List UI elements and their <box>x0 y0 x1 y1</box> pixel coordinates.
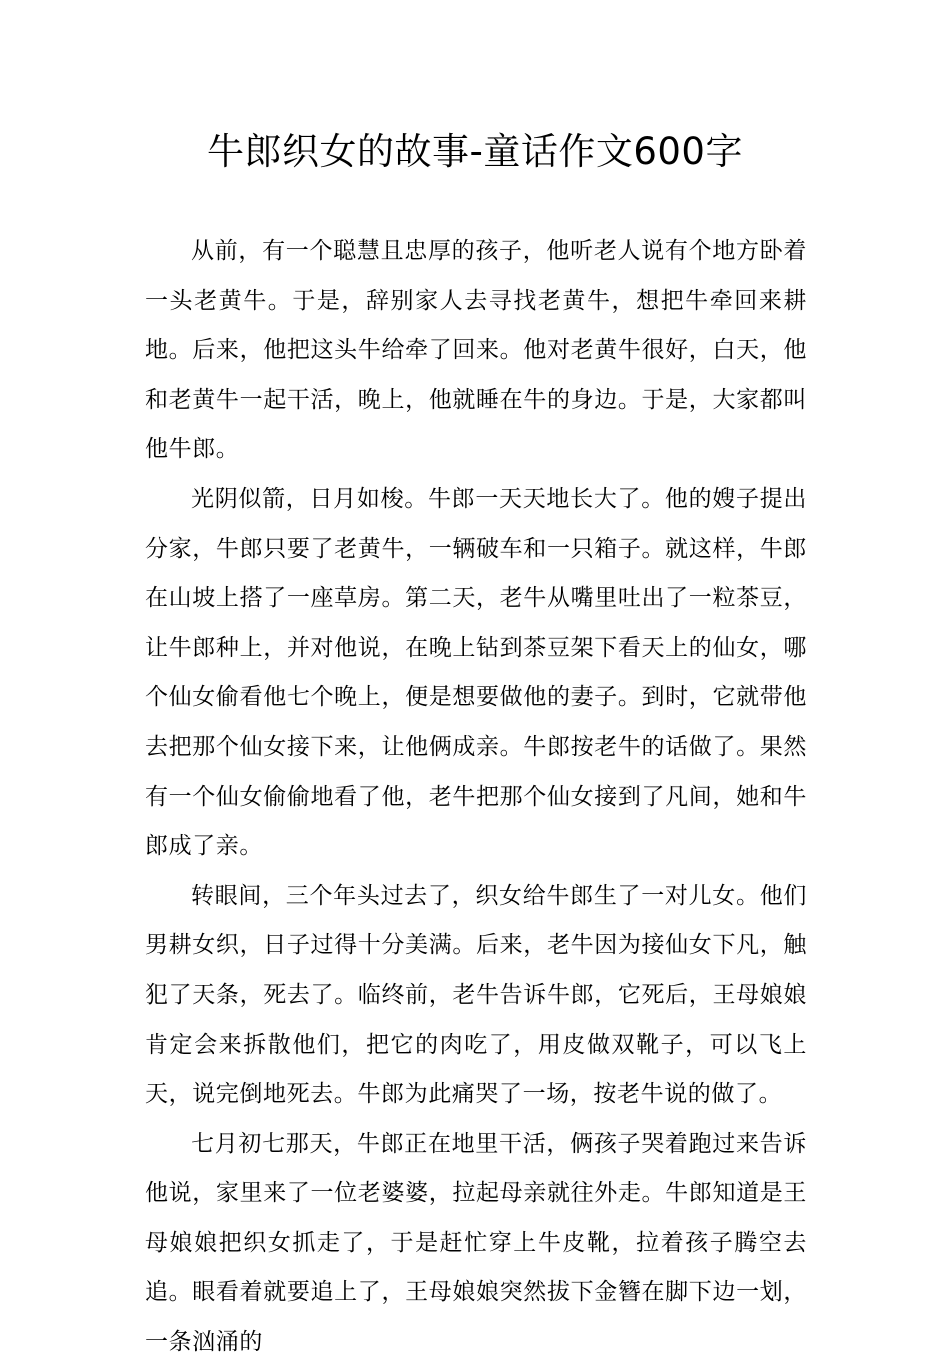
paragraph-4: 七月初七那天，牛郎正在地里干活，俩孩子哭着跑过来告诉他说，家里来了一位老婆婆，拉起母亲就往外走。牛郎知道是王母娘娘把织女抓走了，于是赶忙穿上牛皮靴，拉着孩子腾空去追。眼看着就要追上了，王母娘娘突然拔下金簪在脚下边一划，一条汹涌的 <box>145 1130 807 1356</box>
paragraph-3: 转眼间，三个年头过去了，织女给牛郎生了一对儿女。他们男耕女织，日子过得十分美满。后来，老牛因为接仙女下凡，触犯了天条，死去了。临终前，老牛告诉牛郎，它死后，王母娘娘肯定会来拆散他们，把它的肉吃了，用皮做双靴子，可以飞上天，说完倒地死去。牛郎为此痛哭了一场，按老牛说的做了。 <box>145 882 807 1108</box>
document-body <box>145 227 807 1368</box>
paragraph-1: 从前，有一个聪慧且忠厚的孩子，他听老人说有个地方卧着一头老黄牛。于是，辞别家人去寻找老黄牛，想把牛牵回来耕地。后来，他把这头牛给牵了回来。他对老黄牛很好，白天，他和老黄牛一起干活，晚上，他就睡在牛的身边。于是，大家都叫他牛郎。 <box>145 238 807 463</box>
document-title: 牛郎织女的故事-童话作文600字 <box>207 130 743 173</box>
paragraph-2: 光阴似箭，日月如梭。牛郎一天天地长大了。他的嫂子提出分家，牛郎只要了老黄牛，一辆破车和一只箱子。就这样，牛郎在山坡上搭了一座草房。第二天，老牛从嘴里吐出了一粒茶豆，让牛郎种上，并对他说，在晚上钻到茶豆架下看天上的仙女，哪个仙女偷看他七个晚上，便是想要做他的妻子。到时，它就带他去把那个仙女接下来，让他俩成亲。牛郎按老牛的话做了。果然有一个仙女偷偷地看了他，老牛把那个仙女接到了凡间，她和牛郎成了亲。 <box>145 485 807 860</box>
